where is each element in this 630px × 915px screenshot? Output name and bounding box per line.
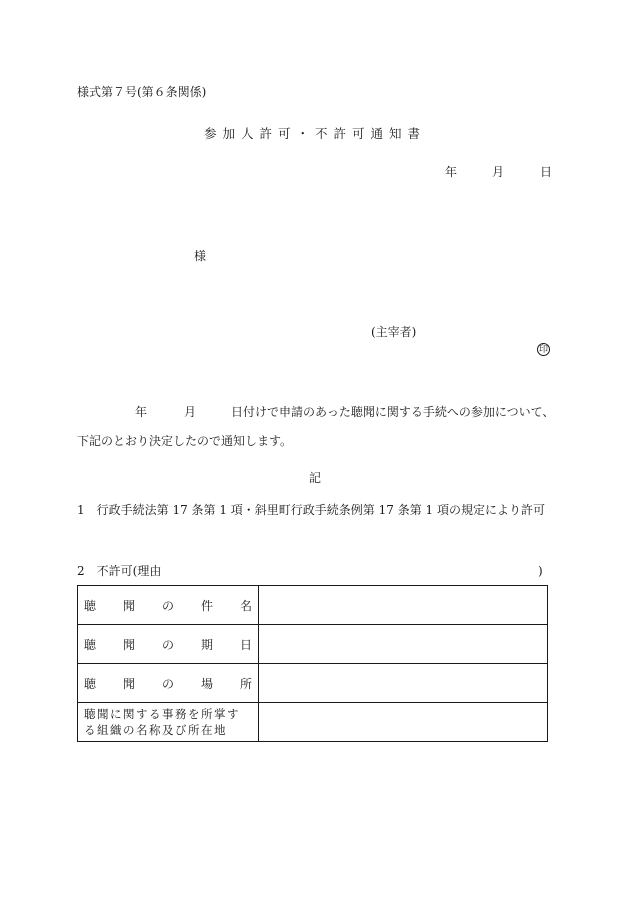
label-char: の — [161, 598, 174, 613]
label-char: の — [161, 676, 174, 691]
hearing-date-label — [78, 625, 259, 664]
label-char: 聞 — [122, 676, 135, 691]
label-char: 所 — [239, 676, 252, 691]
label-char: 聞 — [122, 598, 135, 613]
body-line-2: 下記のとおり決定したので通知します。 — [77, 434, 293, 448]
label-char: 日 — [239, 637, 252, 652]
ki-heading: 記 — [308, 471, 321, 485]
body-year-label: 年 — [135, 405, 148, 419]
hearing-date-value[interactable] — [259, 625, 548, 664]
body-line-1: 日付けで申請のあった聴聞に関する手続への参加について、 — [231, 405, 555, 419]
label-char: 期 — [200, 637, 213, 652]
label-char: 聞 — [122, 637, 135, 652]
label-char: の — [161, 637, 174, 652]
hearing-subject-label — [78, 586, 259, 625]
hearing-info-table — [77, 585, 548, 742]
item-2-close-paren: ) — [538, 564, 543, 578]
table-row — [78, 586, 548, 625]
addressee-suffix: 様 — [194, 249, 207, 263]
organization-label — [78, 703, 259, 742]
label-char: 聴 — [84, 637, 97, 652]
table-row — [78, 703, 548, 742]
item-1-permission: 1 行政手続法第 17 条第 1 項・斜里町行政手続条例第 17 条第 1 項の規定により許可 — [77, 503, 545, 517]
item-2-denial-label: 2 不許可(理由 — [77, 564, 162, 578]
form-number: 様式第７号(第６条関係) — [77, 85, 207, 99]
seal-mark: 印 — [538, 345, 548, 355]
table-row — [78, 625, 548, 664]
hearing-place-value[interactable] — [259, 664, 548, 703]
label-char: 場 — [200, 676, 213, 691]
issuer-label: (主宰者) — [371, 325, 417, 339]
hearing-subject-value[interactable] — [259, 586, 548, 625]
date-day-label: 日 — [540, 165, 553, 179]
label-char: 名 — [239, 598, 252, 613]
body-month-label: 月 — [184, 405, 197, 419]
hearing-place-label — [78, 664, 259, 703]
date-year-label: 年 — [445, 165, 458, 179]
label-char: 聴 — [84, 598, 97, 613]
organization-label-text: 聴聞に関する事務を所掌する組織の名称及び所在地 — [84, 707, 240, 737]
date-month-label: 月 — [492, 165, 505, 179]
table-row — [78, 664, 548, 703]
organization-value[interactable] — [259, 703, 548, 742]
document-title: 参加人許可・不許可通知書 — [203, 126, 426, 141]
label-char: 聴 — [84, 676, 97, 691]
label-char: 件 — [200, 598, 213, 613]
